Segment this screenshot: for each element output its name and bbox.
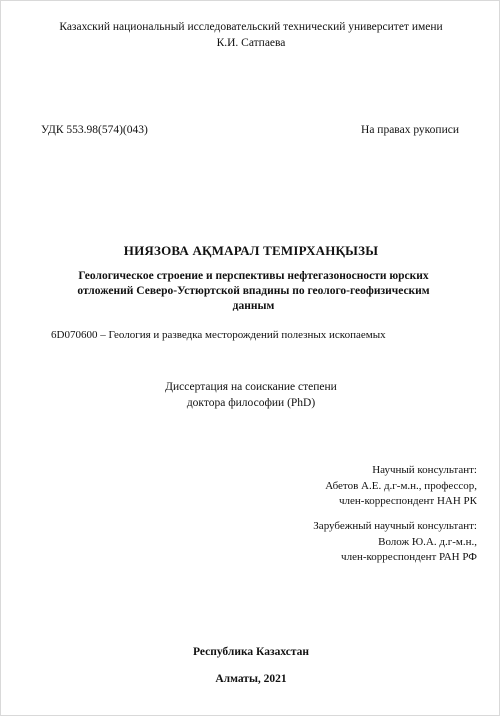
consultant-line-2: член-корреспондент НАН РК: [338, 495, 477, 507]
title-line-3: данным: [232, 300, 275, 312]
foreign-consultant: [313, 519, 477, 566]
consultant-line-1: Абетов А.Е. д.г-м.н., профессор,: [325, 479, 477, 492]
title-line-1: Геологическое строение и перспективы нефтегазоносности юрских: [78, 270, 429, 282]
city-year: Алматы, 2021: [215, 673, 287, 685]
specialty-code: 6D070600 – Геология и разведка месторождений полезных ископаемых: [51, 329, 386, 341]
university-line-1: Казахский национальный исследовательский технический университет имени: [59, 21, 443, 33]
dissertation-degree: [1, 379, 500, 411]
foreign-consultant-line-1: Волож Ю.А. д.г-м.н.,: [378, 535, 477, 548]
university-name: [1, 19, 500, 51]
title-line-2: отложений Северо-Устюртской впадины по геолого-геофизическим: [77, 285, 430, 297]
scientific-consultant: [325, 463, 477, 510]
university-line-2: К.И. Сатпаева: [216, 37, 286, 49]
country: Республика Казахстан: [192, 646, 310, 658]
foreign-consultant-heading: Зарубежный научный консультант:: [313, 520, 477, 532]
consultant-heading: Научный консультант:: [372, 464, 477, 476]
foreign-consultant-line-2: член-корреспондент РАН РФ: [341, 551, 477, 563]
degree-line-1: Диссертация на соискание степени: [165, 381, 337, 393]
dissertation-title: [41, 269, 466, 314]
manuscript-rights: На правах рукописи: [361, 124, 459, 136]
udc-code: УДК 553.98(574)(043): [41, 124, 148, 136]
author-name: НИЯЗОВА АҚМАРАЛ ТЕМІРХАНҚЫЗЫ: [123, 243, 379, 258]
degree-line-2: доктора философии (PhD): [186, 397, 316, 409]
